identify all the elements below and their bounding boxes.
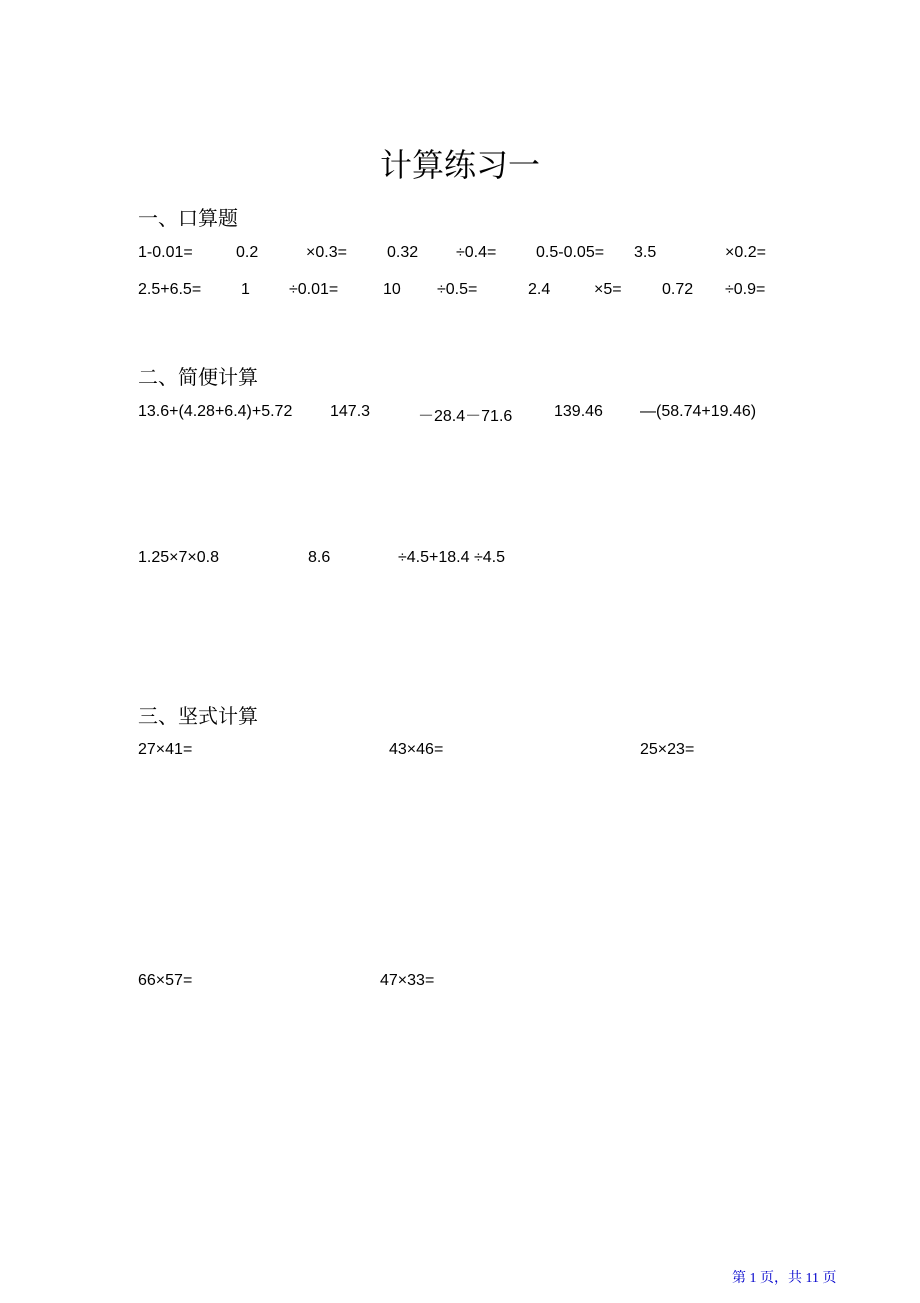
problem-text: 147.3	[330, 403, 371, 420]
problem-text: —(58.74+19.46)	[640, 403, 757, 420]
problem-text: ×0.2=	[725, 244, 766, 261]
problem-text: 0.72	[662, 281, 694, 298]
problem-text: ×0.3=	[306, 244, 347, 261]
problem-text: ×5=	[594, 281, 622, 298]
problem-text: 27×41=	[138, 741, 193, 758]
problem-text: 2.4	[528, 281, 551, 298]
problem-text: 1-0.01=	[138, 244, 193, 261]
problem-text: ÷0.01=	[289, 281, 339, 298]
problem-text: 47×33=	[380, 972, 435, 989]
problem-text: 10	[383, 281, 401, 298]
problem-text: ÷4.5+18.4 ÷4.5	[398, 549, 505, 566]
problem-text: －28.4－71.6	[418, 408, 513, 425]
page-footer: 第 1 页，共 11 页	[732, 1271, 837, 1286]
section-heading-mental-math: 一、口算题	[138, 206, 238, 230]
problem-text: 3.5	[634, 244, 657, 261]
section-heading-simplified-calc: 二、简便计算	[138, 365, 258, 389]
problem-text: 0.32	[387, 244, 419, 261]
problem-text: 13.6+(4.28+6.4)+5.72	[138, 403, 293, 420]
problem-text: 8.6	[308, 549, 331, 566]
problem-text: 43×46=	[389, 741, 444, 758]
problem-text: 25×23=	[640, 741, 695, 758]
problem-text: 2.5+6.5=	[138, 281, 202, 298]
problem-text: 66×57=	[138, 972, 193, 989]
problem-text: ÷0.9=	[725, 281, 766, 298]
page-title: 计算练习一	[379, 146, 540, 184]
problem-text: 0.5-0.05=	[536, 244, 605, 261]
problem-text: 1	[241, 281, 250, 298]
section-heading-vertical-calc: 三、坚式计算	[138, 704, 258, 728]
problem-text: 1.25×7×0.8	[138, 549, 219, 566]
problem-text: 139.46	[554, 403, 603, 420]
problem-text: ÷0.5=	[437, 281, 478, 298]
problem-text: ÷0.4=	[456, 244, 497, 261]
problem-text: 0.2	[236, 244, 259, 261]
